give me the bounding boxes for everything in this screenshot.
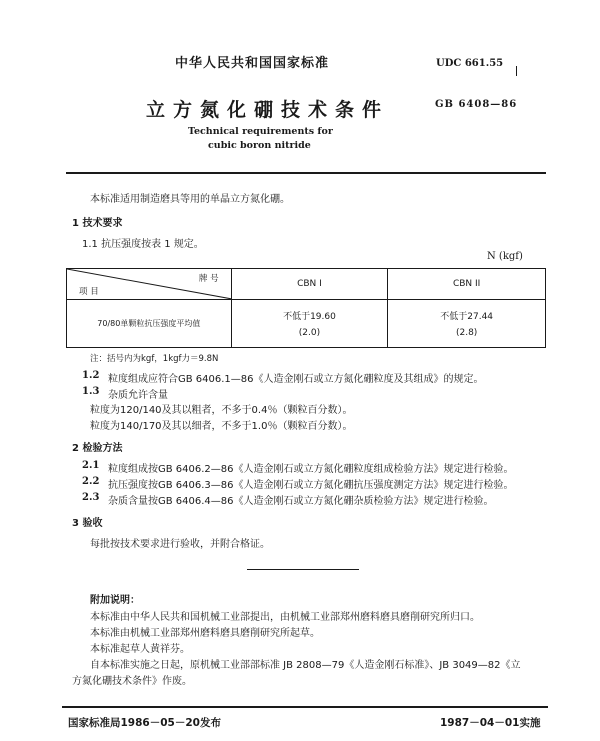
clause-1-3-coarse: 粒度为120/140及其以粗者，不多于0.4％（颗粒百分数）。 [90,405,353,416]
clause-1-2-number: 1.2 [82,370,100,381]
udc-code: UDC 661.55 [436,58,504,69]
section2-heading: 2 检验方法 [72,443,123,454]
clause-2-3: 杂质含量按GB 6406.4—86《人造金刚石或立方氮化硼杂质检验方法》规定进行检验。 [108,496,494,507]
section1-heading: 1 技术要求 [72,218,123,229]
end-divider [247,569,359,570]
udc-tick-mark [516,66,517,76]
appendix-line-3: 本标准起草人黄祥芬。 [90,644,190,655]
cell-cbn1-value [231,300,388,348]
table-row [67,300,546,348]
standard-number: GB 6408—86 [435,99,518,110]
issued-date: 国家标准局1986－05－20发布 [68,717,221,729]
col-head-item: 项 目 [79,287,99,297]
title-en-line1: Technical requirements for [188,126,333,137]
clause-2-1: 粒度组成按GB 6406.2—86《人造金刚石或立方氮化硼粒度组成检验方法》规定进行检验。 [108,464,514,475]
cbn1-min-newton: 不低于19.60 [283,312,336,322]
title-en-line2: cubic boron nitride [208,140,311,151]
appendix-line-4: 自本标准实施之日起，原机械工业部部标准 JB 2808—79《人造金刚石标准》、JB 3049—82《立 [90,660,521,671]
clause-2-3-number: 2.3 [82,492,100,503]
national-standard-label: 中华人民共和国国家标准 [175,56,330,71]
clause-1-2: 粒度组成应符合GB 6406.1—86《人造金刚石或立方氮化硼粒度及其组成》的规定。 [108,374,484,385]
clause-2-2: 抗压强度按GB 6406.3—86《人造金刚石或立方氮化硼抗压强度测定方法》规定进行检验。 [108,480,514,491]
intro-text: 本标准适用制造磨具等用的单晶立方氮化硼。 [90,194,290,205]
section3-heading: 3 验收 [72,518,103,529]
clause-1-3-fine: 粒度为140/170及其以细者，不多于1.0％（颗粒百分数）。 [90,421,353,432]
table-note: 注：括号内为kgf，1kgf力＝9.8N [90,354,219,364]
appendix-line-2: 本标准由机械工业部郑州磨料磨具磨削研究所起草。 [90,628,320,639]
cbn1-min-kgf: (2.0) [298,328,321,338]
appendix-line-5: 方氮化硼技术条件》作废。 [72,676,192,687]
col-head-grade: 牌 号 [198,274,219,284]
cbn2-min-kgf: (2.8) [455,328,478,338]
effective-date: 1987－04－01实施 [440,717,541,729]
footer-rule [62,706,548,708]
appendix-title: 附加说明： [90,595,140,606]
clause-1-3-number: 1.3 [82,386,100,397]
row-label: 70/80单颗粒抗压强度平均值 [67,300,232,348]
appendix-line-1: 本标准由中华人民共和国机械工业部提出，由机械工业部郑州磨料磨具磨削研究所归口。 [90,612,480,623]
title-zh: 立方氮化硼技术条件 [146,99,390,121]
col-head-cbn1: CBN I [231,269,388,300]
cell-cbn2-value [388,300,546,348]
clause-1-3: 杂质允许含量 [108,390,168,401]
cbn2-min-newton: 不低于27.44 [440,312,494,322]
clause-2-2-number: 2.2 [82,476,100,487]
clause-2-1-number: 2.1 [82,460,100,471]
clause-1-1: 1.1 抗压强度按表 1 规定。 [82,239,204,250]
col-head-cbn2: CBN II [388,269,546,300]
header-rule [66,172,546,174]
acceptance-text: 每批按技术要求进行验收，并附合格证。 [90,539,270,550]
table-diagonal-header [67,269,232,300]
unit-label: N (kgf) [487,251,523,262]
strength-table [66,268,546,348]
